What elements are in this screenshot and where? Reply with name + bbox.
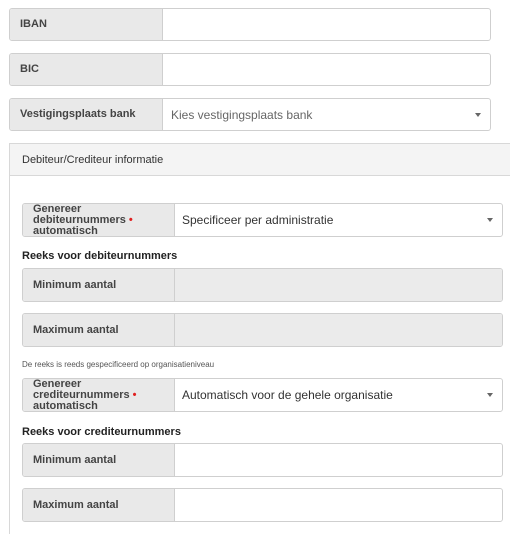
bank-branch-field xyxy=(9,98,491,131)
generate-creditor-label-line1: Genereer crediteurnummers xyxy=(33,378,130,401)
creditor-max-field xyxy=(22,488,503,522)
creditor-range-heading: Reeks voor crediteurnummers xyxy=(22,426,181,438)
bic-field xyxy=(9,53,491,86)
debtor-min-field xyxy=(22,268,503,302)
bank-branch-select[interactable] xyxy=(163,99,490,130)
debtor-max-label: Maximum aantal xyxy=(23,314,175,346)
debtor-min-input[interactable] xyxy=(175,269,502,301)
required-indicator: • xyxy=(128,213,133,226)
bic-label: BIC xyxy=(10,54,163,85)
generate-debtor-numbers-select[interactable] xyxy=(175,204,502,236)
creditor-min-field xyxy=(22,443,503,477)
iban-field xyxy=(9,8,491,41)
generate-creditor-numbers-field xyxy=(22,378,503,412)
generate-debtor-numbers-value: Specificeer per administratie xyxy=(182,213,334,227)
caret-down-icon xyxy=(487,218,493,222)
generate-creditor-label-row1 xyxy=(33,379,174,401)
debtor-range-heading: Reeks voor debiteurnummers xyxy=(22,250,178,262)
generate-debtor-numbers-label xyxy=(23,204,175,236)
debtor-max-field xyxy=(22,313,503,347)
creditor-min-label: Minimum aantal xyxy=(23,444,175,476)
generate-debtor-label-row1 xyxy=(33,204,174,226)
generate-creditor-label-line2: automatisch xyxy=(33,399,98,412)
generate-creditor-numbers-label xyxy=(23,379,175,411)
generate-debtor-label-line1: Genereer debiteurnummers xyxy=(33,203,126,226)
bic-input[interactable] xyxy=(163,54,490,85)
creditor-min-input[interactable] xyxy=(175,444,502,476)
iban-label: IBAN xyxy=(10,9,163,40)
creditor-max-label: Maximum aantal xyxy=(23,489,175,521)
debtor-min-label: Minimum aantal xyxy=(23,269,175,301)
required-indicator: • xyxy=(132,388,137,401)
generate-creditor-numbers-value: Automatisch voor de gehele organisatie xyxy=(182,388,393,402)
creditor-max-input[interactable] xyxy=(175,489,502,521)
range-note: De reeks is reeds gespecificeerd op organisatieniveau xyxy=(22,360,215,369)
generate-debtor-label-line2: automatisch xyxy=(33,224,98,237)
generate-debtor-numbers-field xyxy=(22,203,503,237)
debtor-max-input[interactable] xyxy=(175,314,502,346)
caret-down-icon xyxy=(475,113,481,117)
generate-creditor-numbers-select[interactable] xyxy=(175,379,502,411)
bank-branch-label: Vestigingsplaats bank xyxy=(10,99,163,130)
section-title: Debiteur/Crediteur informatie xyxy=(9,143,510,176)
bank-branch-placeholder: Kies vestigingsplaats bank xyxy=(171,107,313,122)
iban-input[interactable] xyxy=(163,9,490,40)
caret-down-icon xyxy=(487,393,493,397)
